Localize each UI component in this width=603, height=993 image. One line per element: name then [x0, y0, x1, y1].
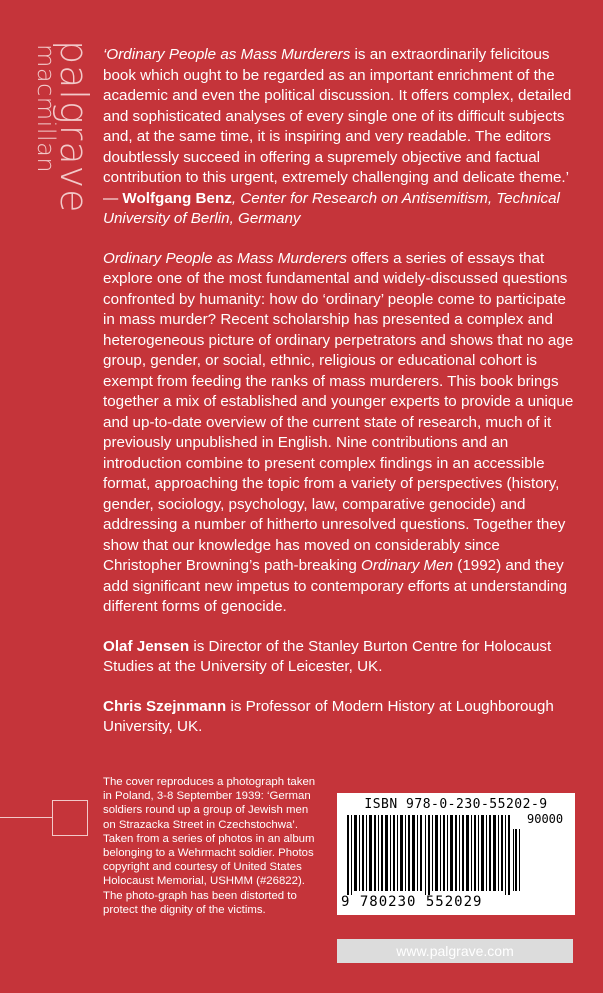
endorsement-quote [103, 45, 578, 230]
attribution-dash: — [103, 189, 123, 207]
description-book-reference: Ordinary Men [361, 557, 454, 574]
editor-name: Chris Szejnmann [103, 697, 227, 715]
editor-bio [103, 637, 578, 678]
back-cover-text [103, 45, 578, 757]
isbn-label: ISBN 978-0-230-55202-9 [364, 797, 548, 812]
logo-secondary-word: macmillan [32, 44, 60, 174]
decorative-line [0, 817, 52, 818]
editor-bio-text: is Professor of Modern History at Loughborough University, UK. [103, 697, 554, 735]
description-part-2: (1992) and they add significant new impetus to contemporary efforts at understanding different forms of genocide. [103, 557, 568, 615]
price-code: 90000 [527, 812, 564, 826]
publisher-logo [32, 40, 96, 214]
decorative-square [52, 800, 88, 836]
description-part-1: offers a series of essays that explore one of the most fundamental and widely-discussed questions confronted by humanity: how do ‘ordinary’ people come to participate in mass murder? Recent scholarship has presented a complex and heterogeneous picture of ordinary perpetrators and shows that no age group, gender, or social, ethnic, religious or educational cohort is exempt from feeding the ranks of mass murderers. This book brings together a mix of established and younger experts to provide a unique and up-to-date overview of the current state of research, much of it previously unpublished in English. Nine contributions and an introduction combine to present complex findings in an accessible format, approaching the topic from a variety of perspectives (history, gender, sociology, psychology, law, comparative genocide) and addressing a number of hitherto unresolved questions. Together they show that our knowledge has moved on considerably since Christopher Browning’s path-breaking [103, 249, 574, 574]
book-description [103, 249, 578, 618]
isbn-barcode [337, 793, 575, 915]
attribution-name: Wolfgang Benz [122, 189, 232, 207]
barcode-number: 9 780230 552029 [341, 894, 483, 910]
quote-open-mark: ‘ [103, 46, 107, 63]
editor-name: Olaf Jensen [103, 637, 190, 655]
description-book-title: Ordinary People as Mass Murderers [103, 249, 347, 267]
endorsement-attribution [103, 189, 578, 230]
logo-primary-word: palgrave [52, 40, 96, 214]
cover-photo-credit: The cover reproduces a photograph taken in Poland, 3-8 September 1939: ‘German soldiers round up a group of Jewish men on Strazacka Street in Czechstochwa’. Taken from a series of photos in an album belonging to a Wehrmacht soldier. Photos copyright and courtesy of United States Holocaust Memorial, USHMM (#26822). The photo-graph has been distorted to protect the dignity of the victims. [103, 776, 316, 916]
barcode-bars [347, 815, 522, 895]
quote-book-title: Ordinary People as Mass Murderers [106, 46, 351, 63]
editor-bio-text: is Director of the Stanley Burton Centre for Holocaust Studies at the University of Leicester, UK. [103, 637, 552, 675]
attribution-affiliation: , Center for Research on Antisemitism, Technical University of Berlin, Germany [103, 189, 560, 227]
publisher-website[interactable]: www.palgrave.com [337, 939, 573, 963]
quote-body: is an extraordinarily felicitous book which ought to be regarded as an important enrichment of the academic and even the political discussion. It offers complex, detailed and sophisticated analyses of every single one of its difficult subjects and, at the same time, it is inspiring and very readable. The editors doubtlessly succeed in offering a supremely objective and factual contribution to this urgent, extremely challenging and delicate theme.’ [103, 46, 572, 186]
editor-bio [103, 697, 578, 738]
